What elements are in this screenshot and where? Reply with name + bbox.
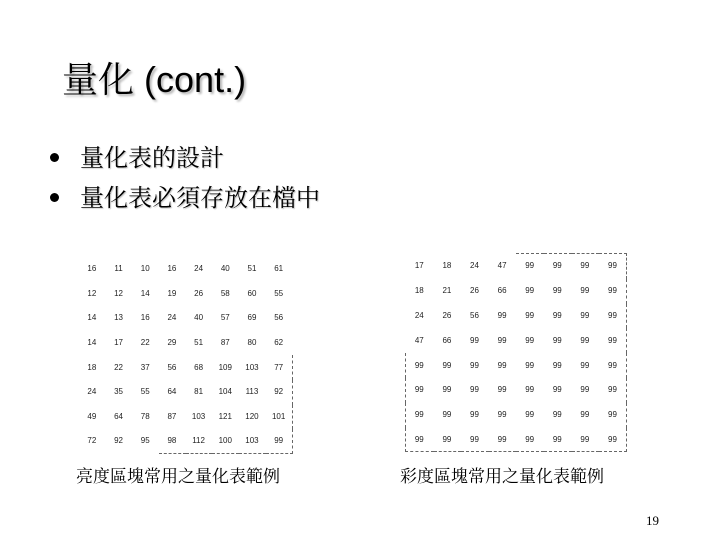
table-cell: 68 [185,355,212,380]
table-cell: 22 [114,362,123,372]
table-cell: 99 [580,385,590,395]
table-row [79,257,293,282]
table-cell: 13 [114,313,123,323]
table-cell: 99 [470,410,479,420]
table-cell: 99 [599,254,627,279]
bullet-text: 量化表的設計 [80,144,224,172]
table-row [79,429,293,454]
table-cell: 99 [442,410,452,420]
bullet-dot-icon [50,193,59,202]
table-cell: 47 [414,335,424,345]
table-cell: 92 [114,436,123,446]
table-cell: 11 [114,264,123,274]
table-row [79,355,293,380]
table-cell: 24 [194,264,204,274]
table-cell: 101 [265,404,292,429]
table-cell: 55 [274,288,284,298]
table-cell: 12 [87,288,97,298]
table-cell: 58 [220,288,230,298]
table-cell: 99 [580,335,590,345]
table-cell: 99 [543,254,571,279]
table-cell: 99 [599,353,627,378]
table-cell: 112 [185,429,212,454]
table-cell: 26 [442,310,452,320]
table-cell: 99 [525,385,535,395]
table-cell: 72 [87,436,97,446]
table-cell: 51 [194,338,204,348]
table-cell: 69 [247,313,257,323]
table-cell: 47 [497,261,507,271]
table-cell: 99 [552,335,562,345]
table-cell: 35 [114,387,123,397]
table-cell: 80 [247,338,257,348]
table-cell: 99 [406,377,434,402]
table-cell: 103 [239,355,266,380]
table-row [79,281,293,306]
table-cell: 99 [543,427,571,452]
table-cell: 24 [87,387,97,397]
luma-quant-table [78,256,293,454]
table-cell: 99 [525,310,535,320]
slide-title-latin: (cont.) [144,59,247,100]
table-cell: 99 [552,310,562,320]
bullet-list [48,140,320,220]
chroma-quant-table [405,253,627,452]
table-cell: 16 [167,264,177,274]
table-cell: 61 [274,264,284,274]
table-cell: 77 [265,355,292,380]
table-cell: 95 [140,436,150,446]
table-cell: 87 [220,338,230,348]
table-cell: 37 [140,362,150,372]
table-cell: 51 [247,264,257,274]
table-cell: 56 [274,313,284,323]
table-cell: 99 [580,410,590,420]
table-cell: 14 [140,288,150,298]
table-cell: 99 [599,402,627,427]
table-cell: 98 [159,429,186,454]
table-cell: 99 [571,427,599,452]
table-cell: 99 [599,427,627,452]
table-cell: 14 [87,338,97,348]
table-cell: 99 [599,278,627,303]
table-cell: 19 [167,288,177,298]
table-cell: 99 [580,360,590,370]
table-cell: 99 [516,278,544,303]
table-cell: 99 [461,328,489,353]
table-cell: 99 [599,303,627,328]
table-row [406,328,627,353]
table-cell: 99 [497,385,507,395]
slide-title-cjk: 量化 [62,60,135,101]
table-cell: 99 [406,427,434,452]
table-cell: 99 [599,328,627,353]
table-cell: 99 [442,385,452,395]
table-cell: 60 [247,288,257,298]
table-cell: 21 [442,286,452,296]
table-cell: 22 [140,338,150,348]
table-cell: 64 [167,387,177,397]
table-cell: 99 [580,286,590,296]
table-cell: 29 [167,338,177,348]
table-cell: 99 [406,402,434,427]
table-cell: 99 [488,303,516,328]
table-cell: 24 [167,313,177,323]
table-cell: 100 [212,429,239,454]
table-cell: 99 [552,286,562,296]
table-cell: 87 [159,404,186,429]
table-cell: 57 [220,313,230,323]
bullet-item [48,180,320,220]
table-cell: 40 [194,313,204,323]
table-row [79,379,293,404]
table-row [406,353,627,378]
table-row [79,306,293,331]
table-cell: 99 [525,360,535,370]
table-row [406,402,627,427]
table-row [406,278,627,303]
table-cell: 99 [516,254,544,279]
bullet-item [48,140,320,180]
table-cell: 56 [167,362,177,372]
table-cell: 12 [114,288,123,298]
table-cell: 99 [265,429,292,454]
table-cell: 92 [265,379,292,404]
table-cell: 104 [218,387,232,397]
table-cell: 99 [488,427,516,452]
table-cell: 16 [87,264,97,274]
table-cell: 18 [414,286,424,296]
table-cell: 16 [140,313,150,323]
table-cell: 17 [414,261,424,271]
chroma-table-caption: 彩度區塊常用之量化表範例 [400,467,604,487]
slide-title [62,52,246,103]
bullet-text: 量化表必須存放在檔中 [80,184,320,212]
table-cell: 56 [470,310,479,320]
table-cell: 99 [470,385,479,395]
table-cell: 24 [414,310,424,320]
table-cell: 17 [114,338,123,348]
table-cell: 10 [140,264,150,274]
table-cell: 99 [497,335,507,345]
table-cell: 18 [442,261,452,271]
table-row [406,427,627,452]
table-cell: 40 [220,264,230,274]
table-cell: 103 [191,411,206,421]
table-cell: 99 [470,360,479,370]
table-cell: 99 [580,310,590,320]
quant-table-grid [405,253,627,452]
table-cell: 99 [552,410,562,420]
table-cell: 113 [245,387,259,397]
table-row [406,303,627,328]
table-cell: 81 [185,379,212,404]
table-cell: 109 [212,355,239,380]
table-cell: 99 [497,360,507,370]
table-cell: 99 [525,335,535,345]
table-cell: 99 [497,410,507,420]
table-cell: 99 [571,254,599,279]
table-cell: 66 [497,286,507,296]
table-cell: 120 [245,411,259,421]
table-cell: 99 [525,410,535,420]
table-cell: 99 [552,385,562,395]
table-cell: 62 [274,338,284,348]
table-cell: 66 [442,335,452,345]
table-row [79,404,293,429]
table-cell: 99 [552,360,562,370]
quant-table-grid [78,256,293,454]
table-cell: 26 [194,288,204,298]
table-cell: 24 [470,261,479,271]
table-cell: 78 [140,411,150,421]
luma-table-caption: 亮度區塊常用之量化表範例 [76,467,280,487]
table-row [406,377,627,402]
table-cell: 18 [87,362,97,372]
table-cell: 64 [114,411,123,421]
table-cell: 99 [599,377,627,402]
table-cell: 99 [461,427,489,452]
table-cell: 103 [239,429,266,454]
bullet-dot-icon [50,153,59,162]
table-cell: 99 [433,353,461,378]
table-row [79,330,293,355]
table-cell: 99 [516,427,544,452]
table-row [406,254,627,279]
table-cell: 121 [218,411,232,421]
page-number: 19 [646,513,659,528]
table-cell: 49 [87,411,97,421]
table-cell: 14 [87,313,97,323]
table-cell: 55 [140,387,150,397]
table-cell: 99 [433,427,461,452]
table-cell: 99 [406,353,434,378]
table-cell: 26 [470,286,479,296]
